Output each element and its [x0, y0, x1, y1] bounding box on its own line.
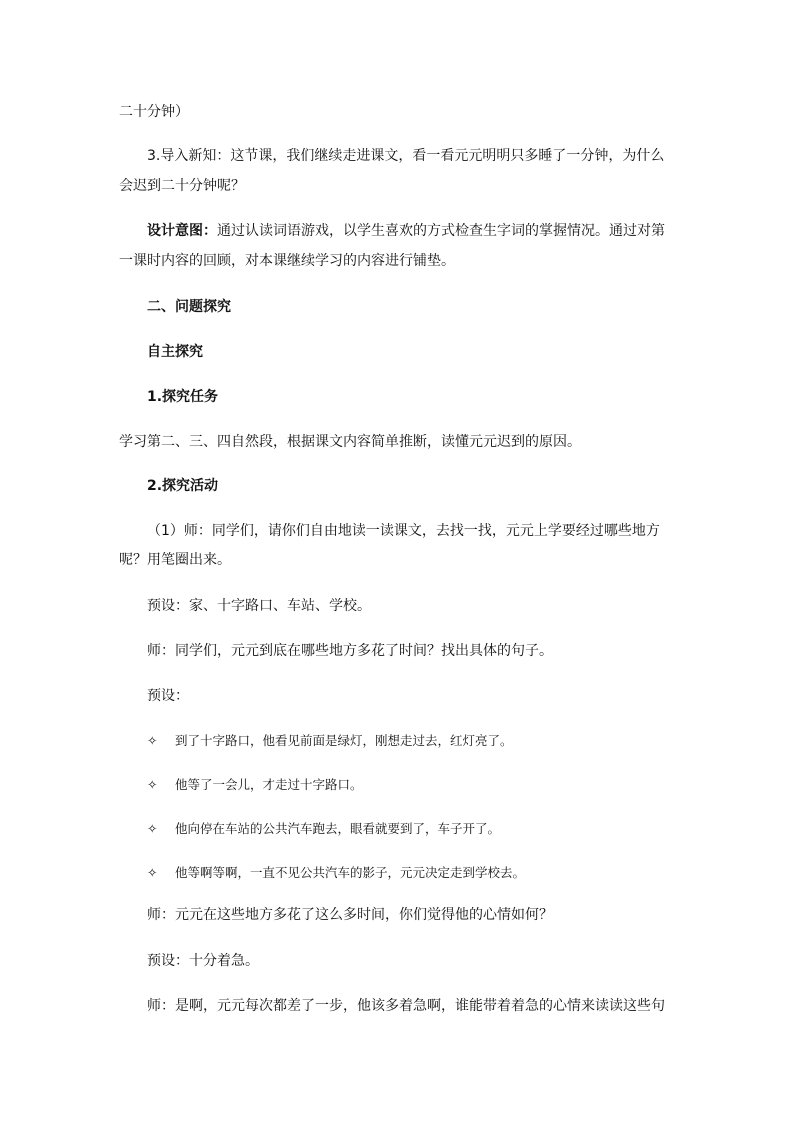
design-intent-label: 设计意图：	[147, 223, 217, 239]
diamond-bullet-icon: ✧	[147, 777, 158, 792]
list-item: ✧ 他等啊等啊，一直不见公共汽车的影子，元元决定走到学校去。	[147, 863, 525, 883]
teacher-question: 师：同学们，元元到底在哪些地方多花了时间？找出具体的句子。	[147, 643, 553, 659]
preset-places: 预设：家、十字路口、车站、学校。	[147, 598, 371, 614]
task-heading: 1.探究任务	[147, 389, 219, 405]
preset-label: 预设：	[147, 688, 189, 704]
teacher-reading-prompt: 师：是啊，元元每次都差了一步，他该多着急啊，谁能带着着急的心情来读读这些句	[147, 998, 665, 1014]
diamond-bullet-icon: ✧	[147, 733, 158, 748]
list-item: ✧ 他等了一会儿，才走过十字路口。	[147, 775, 363, 795]
paragraph-intro-line1: 3.导入新知：这节课，我们继续走进课文，看一看元元明明只多睡了一分钟，为什么	[147, 148, 665, 164]
activity-heading: 2.探究活动	[147, 478, 219, 494]
paragraph-intro-line2: 会迟到二十分钟呢？	[119, 178, 245, 194]
list-item: ✧ 到了十字路口，他看见前面是绿灯，刚想走过去，红灯亮了。	[147, 731, 513, 751]
preset-mood: 预设：十分着急。	[147, 953, 259, 969]
task-text: 学习第二、三、四自然段，根据课文内容简单推断，读懂元元迟到的原因。	[119, 434, 581, 450]
diamond-bullet-icon: ✧	[147, 821, 158, 836]
design-intent-text: 通过认读词语游戏，以学生喜欢的方式检查生字词的掌握情况。通过对第	[217, 223, 665, 239]
teacher-mood-question: 师：元元在这些地方多花了这么多时间，你们觉得他的心情如何？	[147, 907, 553, 923]
subsection-heading: 自主探究	[147, 344, 203, 360]
activity-line1: （1）师：同学们，请你们自由地读一读课文，去找一找，元元上学要经过哪些地方	[147, 523, 660, 539]
list-item: ✧ 他向停在车站的公共汽车跑去，眼看就要到了，车子开了。	[147, 819, 500, 839]
section-heading: 二、问题探究	[147, 299, 231, 315]
diamond-bullet-icon: ✧	[147, 865, 158, 880]
design-intent-line1	[147, 216, 707, 246]
activity-line2: 呢？用笔圈出来。	[119, 552, 231, 568]
design-intent-line2: 一课时内容的回顾，对本课继续学习的内容进行铺垫。	[119, 253, 455, 269]
paragraph-continuation: 二十分钟）	[119, 104, 189, 120]
